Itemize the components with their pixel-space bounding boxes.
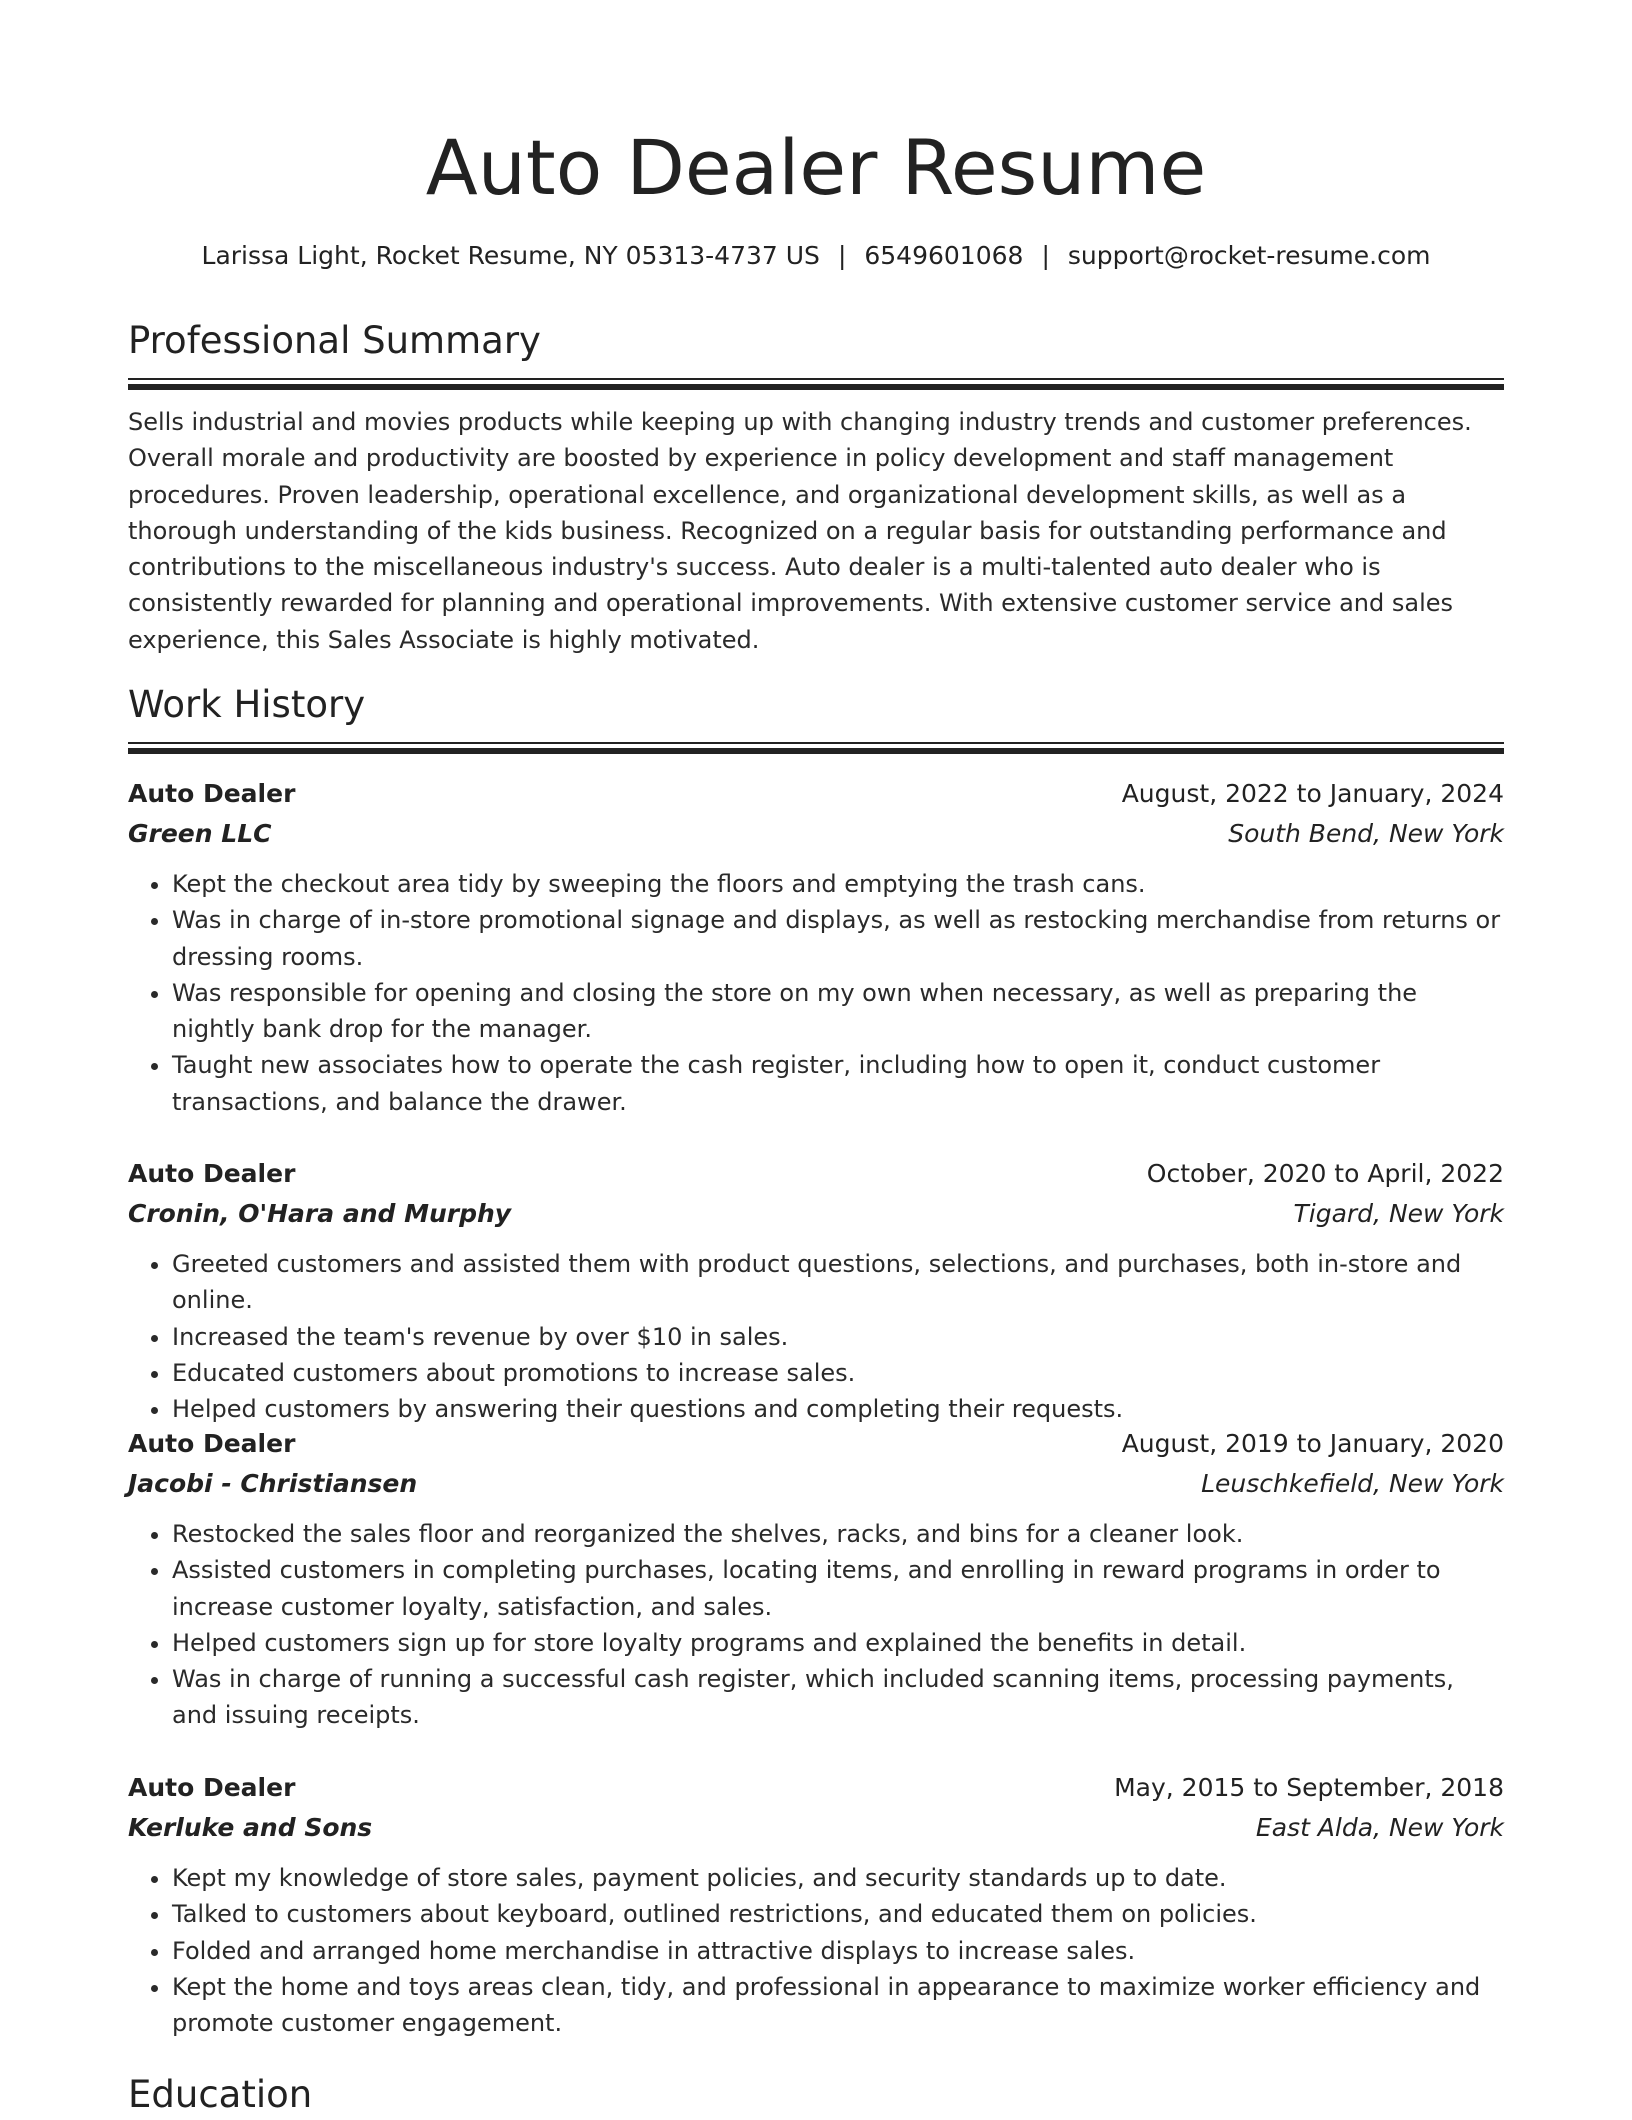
- summary-heading: Professional Summary: [128, 319, 541, 362]
- job-bullets: [128, 1246, 1504, 1427]
- job-dates: August, 2019 to January, 2020: [1121, 1429, 1504, 1458]
- job-entry: [128, 1424, 1504, 1734]
- job-header-row: [128, 1424, 1504, 1464]
- job-bullet: • Helped customers by answering their questions and completing their requests.: [172, 1391, 1504, 1427]
- summary-text: Sells industrial and movies products while keeping up with changing industry trends and customer preferences. Overall morale and productivity are boosted by experience in policy development and staff management procedures. Proven leadership, operational excellence, and organizational development skills, as well as a thorough understanding of the kids business. Recognized on a regular basis for outstanding performance and contributions to the miscellaneous industry's success. Auto dealer is a multi-talented auto dealer who is consistently rewarded for planning and operational improvements. With extensive customer service and sales experience, this Sales Associate is highly motivated.: [128, 408, 1472, 654]
- job-bullet: • Increased the team's revenue by over $10 in sales.: [172, 1319, 1504, 1355]
- job-bullets: [128, 866, 1504, 1120]
- job-bullet: • Talked to customers about keyboard, outlined restrictions, and educated them on policies.: [172, 1896, 1504, 1932]
- summary-section: [128, 316, 1504, 658]
- job-bullet: • Helped customers sign up for store loyalty programs and explained the benefits in detail.: [172, 1625, 1504, 1661]
- contact-phone: 6549601068: [864, 241, 1024, 270]
- job-subheader-row: [128, 1464, 1504, 1504]
- job-company: Kerluke and Sons: [128, 1813, 373, 1842]
- job-subheader-row: [128, 1194, 1504, 1234]
- job-company: Jacobi - Christiansen: [128, 1469, 418, 1498]
- contact-email: support@rocket-resume.com: [1067, 241, 1431, 270]
- contact-separator: |: [1041, 241, 1050, 270]
- job-title: Auto Dealer: [128, 779, 296, 808]
- job-location: South Bend, New York: [1228, 819, 1504, 848]
- job-location: Leuschkefield, New York: [1201, 1469, 1504, 1498]
- contact-line: [128, 238, 1504, 274]
- job-bullet: • Restocked the sales floor and reorganized the shelves, racks, and bins for a cleaner look.: [172, 1516, 1504, 1552]
- job-entry: [128, 1154, 1504, 1427]
- job-title: Auto Dealer: [128, 1429, 296, 1458]
- job-location: Tigard, New York: [1293, 1199, 1504, 1228]
- section-divider: [128, 748, 1504, 754]
- job-dates: October, 2020 to April, 2022: [1146, 1159, 1504, 1188]
- job-company: Green LLC: [128, 819, 272, 848]
- job-subheader-row: [128, 814, 1504, 854]
- job-company: Cronin, O'Hara and Murphy: [128, 1199, 512, 1228]
- job-bullets: [128, 1516, 1504, 1734]
- contact-separator: |: [837, 241, 847, 270]
- section-divider: [128, 384, 1504, 390]
- job-entry: [128, 1768, 1504, 2041]
- job-bullet: • Kept my knowledge of store sales, payment policies, and security standards up to date.: [172, 1860, 1504, 1896]
- job-bullet: • Greeted customers and assisted them with product questions, selections, and purchases, both in-store and online.: [172, 1246, 1504, 1319]
- section-divider: [128, 742, 1504, 744]
- job-bullet: • Educated customers about promotions to increase sales.: [172, 1355, 1504, 1391]
- job-header-row: [128, 1768, 1504, 1808]
- job-header-row: [128, 774, 1504, 814]
- job-subheader-row: [128, 1808, 1504, 1848]
- job-bullet: • Was responsible for opening and closing the store on my own when necessary, as well as preparing the nightly bank drop for the manager.: [172, 975, 1504, 1048]
- job-title: Auto Dealer: [128, 1773, 296, 1802]
- job-location: East Alda, New York: [1255, 1813, 1504, 1842]
- job-bullet: • Assisted customers in completing purchases, locating items, and enrolling in reward programs in order to increase customer loyalty, satisfaction, and sales.: [172, 1552, 1504, 1625]
- work-history-heading: Work History: [128, 683, 366, 726]
- work-history-section: [128, 680, 1504, 754]
- job-bullet: • Kept the home and toys areas clean, tidy, and professional in appearance to maximize worker efficiency and promote customer engagement.: [172, 1969, 1504, 2042]
- job-header-row: [128, 1154, 1504, 1194]
- job-bullet: • Folded and arranged home merchandise in attractive displays to increase sales.: [172, 1933, 1504, 1969]
- job-dates: May, 2015 to September, 2018: [1114, 1773, 1504, 1802]
- job-title: Auto Dealer: [128, 1159, 296, 1188]
- section-divider: [128, 378, 1504, 380]
- job-bullet: • Was in charge of in-store promotional signage and displays, as well as restocking merchandise from returns or dressing rooms.: [172, 902, 1504, 975]
- education-section: [128, 2070, 1504, 2120]
- job-dates: August, 2022 to January, 2024: [1121, 779, 1504, 808]
- job-bullets: [128, 1860, 1504, 2041]
- job-bullet: • Was in charge of running a successful cash register, which included scanning items, processing payments, and issuing receipts.: [172, 1661, 1504, 1734]
- job-entry: [128, 774, 1504, 1120]
- education-heading: Education: [128, 2073, 313, 2116]
- job-bullet: • Kept the checkout area tidy by sweeping the floors and emptying the trash cans.: [172, 866, 1504, 902]
- job-bullet: • Taught new associates how to operate the cash register, including how to open it, conduct customer transactions, and balance the drawer.: [172, 1047, 1504, 1120]
- page-title: Auto Dealer Resume: [425, 123, 1207, 212]
- contact-address: Larissa Light, Rocket Resume, NY 05313-4737 US: [201, 241, 820, 270]
